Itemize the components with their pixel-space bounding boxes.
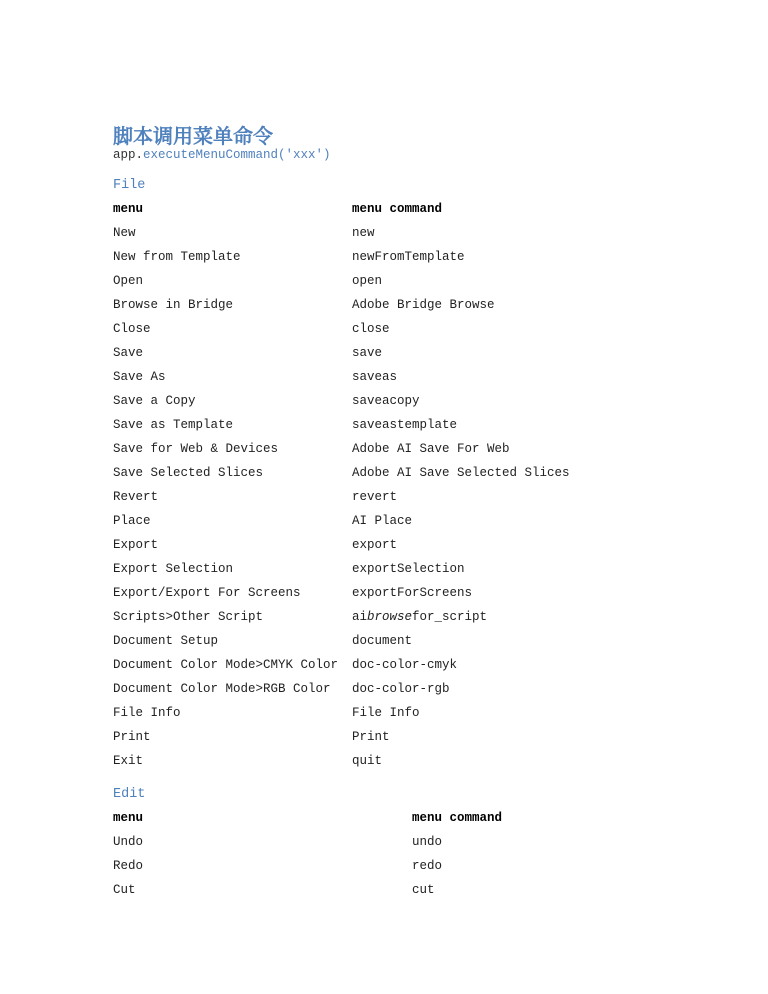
table-row bbox=[113, 533, 713, 557]
table-row bbox=[113, 677, 713, 701]
command-cell: Adobe Bridge Browse bbox=[352, 298, 495, 312]
command-cell: AI Place bbox=[352, 514, 413, 528]
command-cell: newFromTemplate bbox=[352, 250, 465, 264]
table-header bbox=[113, 806, 713, 830]
command-cell: undo bbox=[412, 835, 443, 849]
command-cell: exportForScreens bbox=[352, 586, 473, 600]
code-args: ('xxx') bbox=[278, 148, 331, 162]
command-cell: document bbox=[352, 634, 413, 648]
command-cell: quit bbox=[352, 754, 383, 768]
table-row bbox=[113, 389, 713, 413]
menu-cell: New from Template bbox=[113, 250, 241, 264]
table-row bbox=[113, 413, 713, 437]
command-cell: open bbox=[352, 274, 383, 288]
table-row bbox=[113, 830, 713, 854]
menu-cell: Save as Template bbox=[113, 418, 234, 432]
table-row bbox=[113, 269, 713, 293]
table-row bbox=[113, 341, 713, 365]
command-cell: Adobe AI Save For Web bbox=[352, 442, 510, 456]
command-cell: exportSelection bbox=[352, 562, 465, 576]
code-snippet bbox=[113, 148, 331, 162]
table-row bbox=[113, 557, 713, 581]
table-header bbox=[113, 197, 713, 221]
menu-cell: menu bbox=[113, 202, 144, 216]
table-row bbox=[113, 581, 713, 605]
menu-cell: Scripts>Other Script bbox=[113, 610, 264, 624]
menu-cell: Export/Export For Screens bbox=[113, 586, 301, 600]
table-row bbox=[113, 461, 713, 485]
menu-cell: Cut bbox=[113, 883, 136, 897]
menu-cell: Save As bbox=[113, 370, 166, 384]
menu-cell: Place bbox=[113, 514, 151, 528]
menu-cell: Close bbox=[113, 322, 151, 336]
menu-cell: Export bbox=[113, 538, 159, 552]
table-row bbox=[113, 878, 713, 902]
table-row bbox=[113, 653, 713, 677]
table-row bbox=[113, 221, 713, 245]
command-cell: Adobe AI Save Selected Slices bbox=[352, 466, 570, 480]
menu-cell: Undo bbox=[113, 835, 144, 849]
menu-cell: Document Color Mode>CMYK Color bbox=[113, 658, 339, 672]
table-row bbox=[113, 509, 713, 533]
command-cell: File Info bbox=[352, 706, 420, 720]
command-cell: revert bbox=[352, 490, 398, 504]
menu-cell: Export Selection bbox=[113, 562, 234, 576]
table-row bbox=[113, 317, 713, 341]
command-cell: doc-color-rgb bbox=[352, 682, 450, 696]
table-row bbox=[113, 437, 713, 461]
table-row bbox=[113, 365, 713, 389]
code-prefix: app. bbox=[113, 148, 144, 162]
table-row bbox=[113, 605, 713, 629]
menu-cell: menu bbox=[113, 811, 144, 825]
menu-cell: Revert bbox=[113, 490, 159, 504]
command-cell: Print bbox=[352, 730, 390, 744]
menu-cell: Document Setup bbox=[113, 634, 219, 648]
table-row bbox=[113, 293, 713, 317]
command-cell: new bbox=[352, 226, 375, 240]
menu-cell: File Info bbox=[113, 706, 181, 720]
command-cell: redo bbox=[412, 859, 443, 873]
table-row bbox=[113, 749, 713, 773]
page-title: 脚本调用菜单命令 bbox=[113, 124, 273, 148]
menu-cell: Exit bbox=[113, 754, 144, 768]
menu-cell: Save a Copy bbox=[113, 394, 196, 408]
table-row bbox=[113, 725, 713, 749]
command-cell: menu command bbox=[352, 202, 443, 216]
command-cell: menu command bbox=[412, 811, 503, 825]
code-function: executeMenuCommand bbox=[143, 148, 279, 162]
command-cell: doc-color-cmyk bbox=[352, 658, 458, 672]
menu-cell: Open bbox=[113, 274, 144, 288]
command-cell: saveastemplate bbox=[352, 418, 458, 432]
menu-cell: Save for Web & Devices bbox=[113, 442, 279, 456]
command-cell: cut bbox=[412, 883, 435, 897]
command-cell: aibrowsefor_script bbox=[352, 610, 488, 624]
table-row bbox=[113, 245, 713, 269]
command-cell: save bbox=[352, 346, 383, 360]
table-row bbox=[113, 701, 713, 725]
menu-cell: Print bbox=[113, 730, 151, 744]
table-row bbox=[113, 629, 713, 653]
command-cell: close bbox=[352, 322, 390, 336]
menu-cell: Document Color Mode>RGB Color bbox=[113, 682, 331, 696]
command-cell: export bbox=[352, 538, 398, 552]
menu-cell: Save bbox=[113, 346, 144, 360]
command-cell: saveacopy bbox=[352, 394, 420, 408]
menu-cell: Browse in Bridge bbox=[113, 298, 234, 312]
section-heading-edit: Edit bbox=[113, 787, 146, 802]
command-cell: saveas bbox=[352, 370, 398, 384]
table-row bbox=[113, 854, 713, 878]
menu-cell: Redo bbox=[113, 859, 144, 873]
section-heading-file: File bbox=[113, 178, 146, 193]
menu-cell: New bbox=[113, 226, 136, 240]
table-row bbox=[113, 485, 713, 509]
menu-cell: Save Selected Slices bbox=[113, 466, 264, 480]
